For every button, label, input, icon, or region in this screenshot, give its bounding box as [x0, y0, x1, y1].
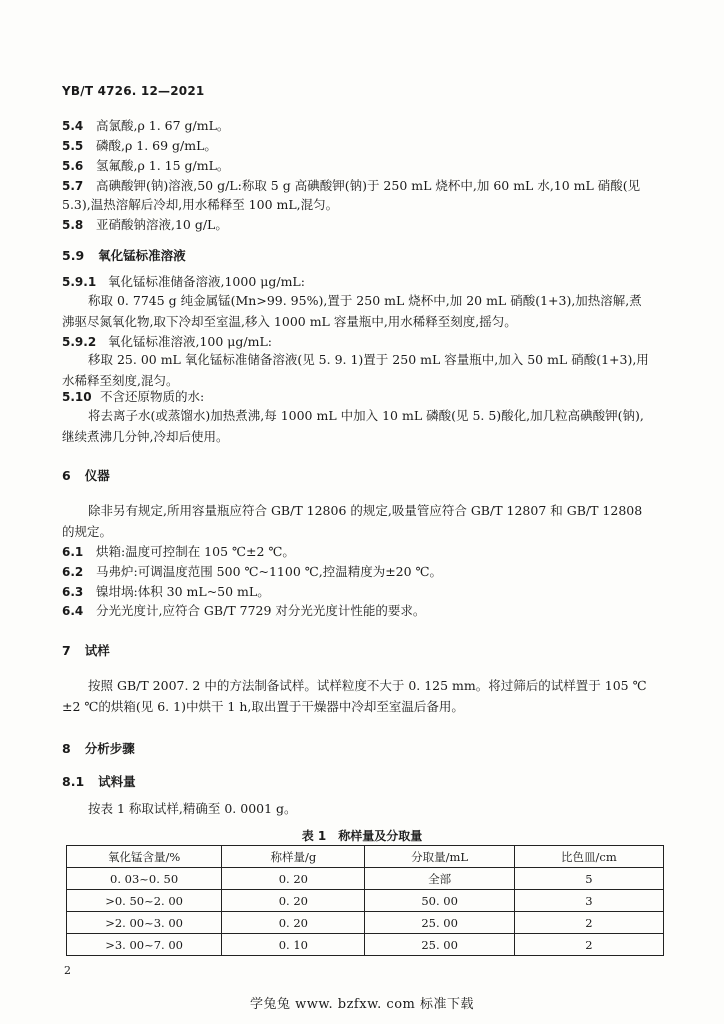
- section-title: 试料量: [98, 774, 136, 789]
- paragraph: 按照 GB/T 2007. 2 中的方法制备试样。试样粒度不大于 0. 125 mm。将过筛后的试样置于 105 ℃±2 ℃的烘箱(见 6. 1)中烘干 1 h,取出置于干燥器中冷却至室温后备用。: [62, 678, 647, 714]
- reagent-item: [62, 177, 640, 195]
- table-cell: >3. 00~7. 00: [67, 934, 222, 956]
- column-header: 比色皿/cm: [514, 846, 663, 868]
- column-header: 氧化锰含量/%: [67, 846, 222, 868]
- table-cell: 0. 20: [222, 912, 365, 934]
- clause-text: 不含还原物质的水:: [99, 389, 205, 404]
- section-heading: [62, 739, 135, 757]
- subclause-title: [62, 388, 204, 406]
- clause-text: 高氯酸,ρ 1. 67 g/mL。: [95, 118, 230, 133]
- clause-number: 5.5: [62, 139, 84, 153]
- section-title: 氧化锰标准溶液: [98, 248, 186, 263]
- standard-code: YB/T 4726. 12—2021: [62, 84, 205, 98]
- table-row: [67, 868, 664, 890]
- paragraph: 除非另有规定,所用容量瓶应符合 GB/T 12806 的规定,吸量管应符合 GB/T 12807 和 GB/T 12808 的规定。: [62, 503, 643, 539]
- reagent-item: [62, 157, 229, 175]
- clause-number: 5.9.1: [62, 275, 97, 289]
- section-heading: [62, 466, 110, 484]
- clause-number: 6.4: [62, 604, 84, 618]
- clause-number: 5.9.2: [62, 335, 97, 349]
- clause-text: 烘箱:温度可控制在 105 ℃±2 ℃。: [95, 544, 295, 559]
- clause-text: 磷酸,ρ 1. 69 g/mL。: [95, 138, 217, 153]
- section-number: 6: [62, 468, 71, 483]
- reagent-item: [62, 137, 217, 155]
- clause-number: 6.1: [62, 545, 84, 559]
- section-title: 仪器: [84, 468, 110, 483]
- page-number: 2: [64, 964, 71, 977]
- table-cell: 3: [514, 890, 663, 912]
- subsection-heading: [62, 772, 136, 790]
- reagent-item: [62, 216, 228, 234]
- section-number: 8.1: [62, 774, 85, 789]
- instrument-item: [62, 583, 270, 601]
- section-number: 5.9: [62, 248, 85, 263]
- clause-number: 6.3: [62, 585, 84, 599]
- table-cell: 0. 20: [222, 890, 365, 912]
- paragraph: 将去离子水(或蒸馏水)加热煮沸,每 1000 mL 中加入 10 mL 磷酸(见 5. 5)酸化,加几粒高碘酸钾(钠),继续煮沸几分钟,冷却后使用。: [62, 408, 644, 444]
- table-cell: 25. 00: [365, 934, 514, 956]
- clause-text: 氧化锰标准储备溶液,1000 μg/mL:: [107, 274, 305, 289]
- section-heading: [62, 246, 186, 264]
- table-row: [67, 934, 664, 956]
- column-header: 分取量/mL: [365, 846, 514, 868]
- table-cell: 0. 10: [222, 934, 365, 956]
- footer-watermark: 学兔兔 www. bzfxw. com 标准下载: [250, 997, 474, 1012]
- table-cell: 0. 20: [222, 868, 365, 890]
- clause-text: 亚硝酸钠溶液,10 g/L。: [95, 217, 228, 232]
- instrument-item: [62, 563, 442, 581]
- table-cell: >0. 50~2. 00: [67, 890, 222, 912]
- clause-text: 分光光度计,应符合 GB/T 7729 对分光光度计性能的要求。: [95, 603, 426, 618]
- table-cell: 0. 03~0. 50: [67, 868, 222, 890]
- section-number: 7: [62, 643, 71, 658]
- section-title: 试样: [84, 643, 110, 658]
- instrument-item: [62, 543, 295, 561]
- table-header-row: [67, 846, 664, 868]
- table-cell: 50. 00: [365, 890, 514, 912]
- clause-text: 氢氟酸,ρ 1. 15 g/mL。: [95, 158, 230, 173]
- reagent-item-continuation: 5.3),温热溶解后冷却,用水稀释至 100 mL,混匀。: [62, 197, 339, 212]
- clause-text: 镍坩埚:体积 30 mL~50 mL。: [95, 584, 270, 599]
- table-caption: 表 1 称样量及分取量: [301, 829, 423, 843]
- column-header: 称样量/g: [222, 846, 365, 868]
- section-heading: [62, 641, 110, 659]
- clause-number: 5.8: [62, 218, 84, 232]
- clause-number: 5.10: [62, 390, 92, 404]
- clause-number: 5.6: [62, 159, 84, 173]
- table-row: [67, 890, 664, 912]
- table-cell: 2: [514, 912, 663, 934]
- paragraph: 按表 1 称取试样,精确至 0. 0001 g。: [88, 801, 297, 816]
- reagent-item: [62, 117, 229, 135]
- table-cell: 5: [514, 868, 663, 890]
- table-row: [67, 912, 664, 934]
- sample-amount-table: [66, 845, 664, 956]
- clause-text: 高碘酸钾(钠)溶液,50 g/L:称取 5 g 高碘酸钾(钠)于 250 mL 烧杯中,加 60 mL 水,10 mL 硝酸(见: [95, 178, 641, 193]
- paragraph: 称取 0. 7745 g 纯金属锰(Mn>99. 95%),置于 250 mL 烧杯中,加 20 mL 硝酸(1+3),加热溶解,煮沸驱尽氮氧化物,取下冷却至室温,移入 1000 mL 容量瓶中,用水稀释至刻度,摇匀。: [62, 293, 642, 329]
- table-cell: 2: [514, 934, 663, 956]
- section-number: 8: [62, 741, 71, 756]
- clause-number: 5.4: [62, 119, 84, 133]
- subclause-title: [62, 273, 305, 291]
- clause-number: 5.7: [62, 179, 84, 193]
- table-cell: >2. 00~3. 00: [67, 912, 222, 934]
- clause-number: 6.2: [62, 565, 84, 579]
- clause-text: 氧化锰标准溶液,100 μg/mL:: [107, 334, 272, 349]
- paragraph: 移取 25. 00 mL 氧化锰标准储备溶液(见 5. 9. 1)置于 250 mL 容量瓶中,加入 50 mL 硝酸(1+3),用水稀释至刻度,混匀。: [62, 352, 649, 388]
- instrument-item: [62, 602, 425, 620]
- table-cell: 25. 00: [365, 912, 514, 934]
- section-title: 分析步骤: [84, 741, 135, 756]
- clause-text: 马弗炉:可调温度范围 500 ℃~1100 ℃,控温精度为±20 ℃。: [95, 564, 443, 579]
- table-cell: 全部: [365, 868, 514, 890]
